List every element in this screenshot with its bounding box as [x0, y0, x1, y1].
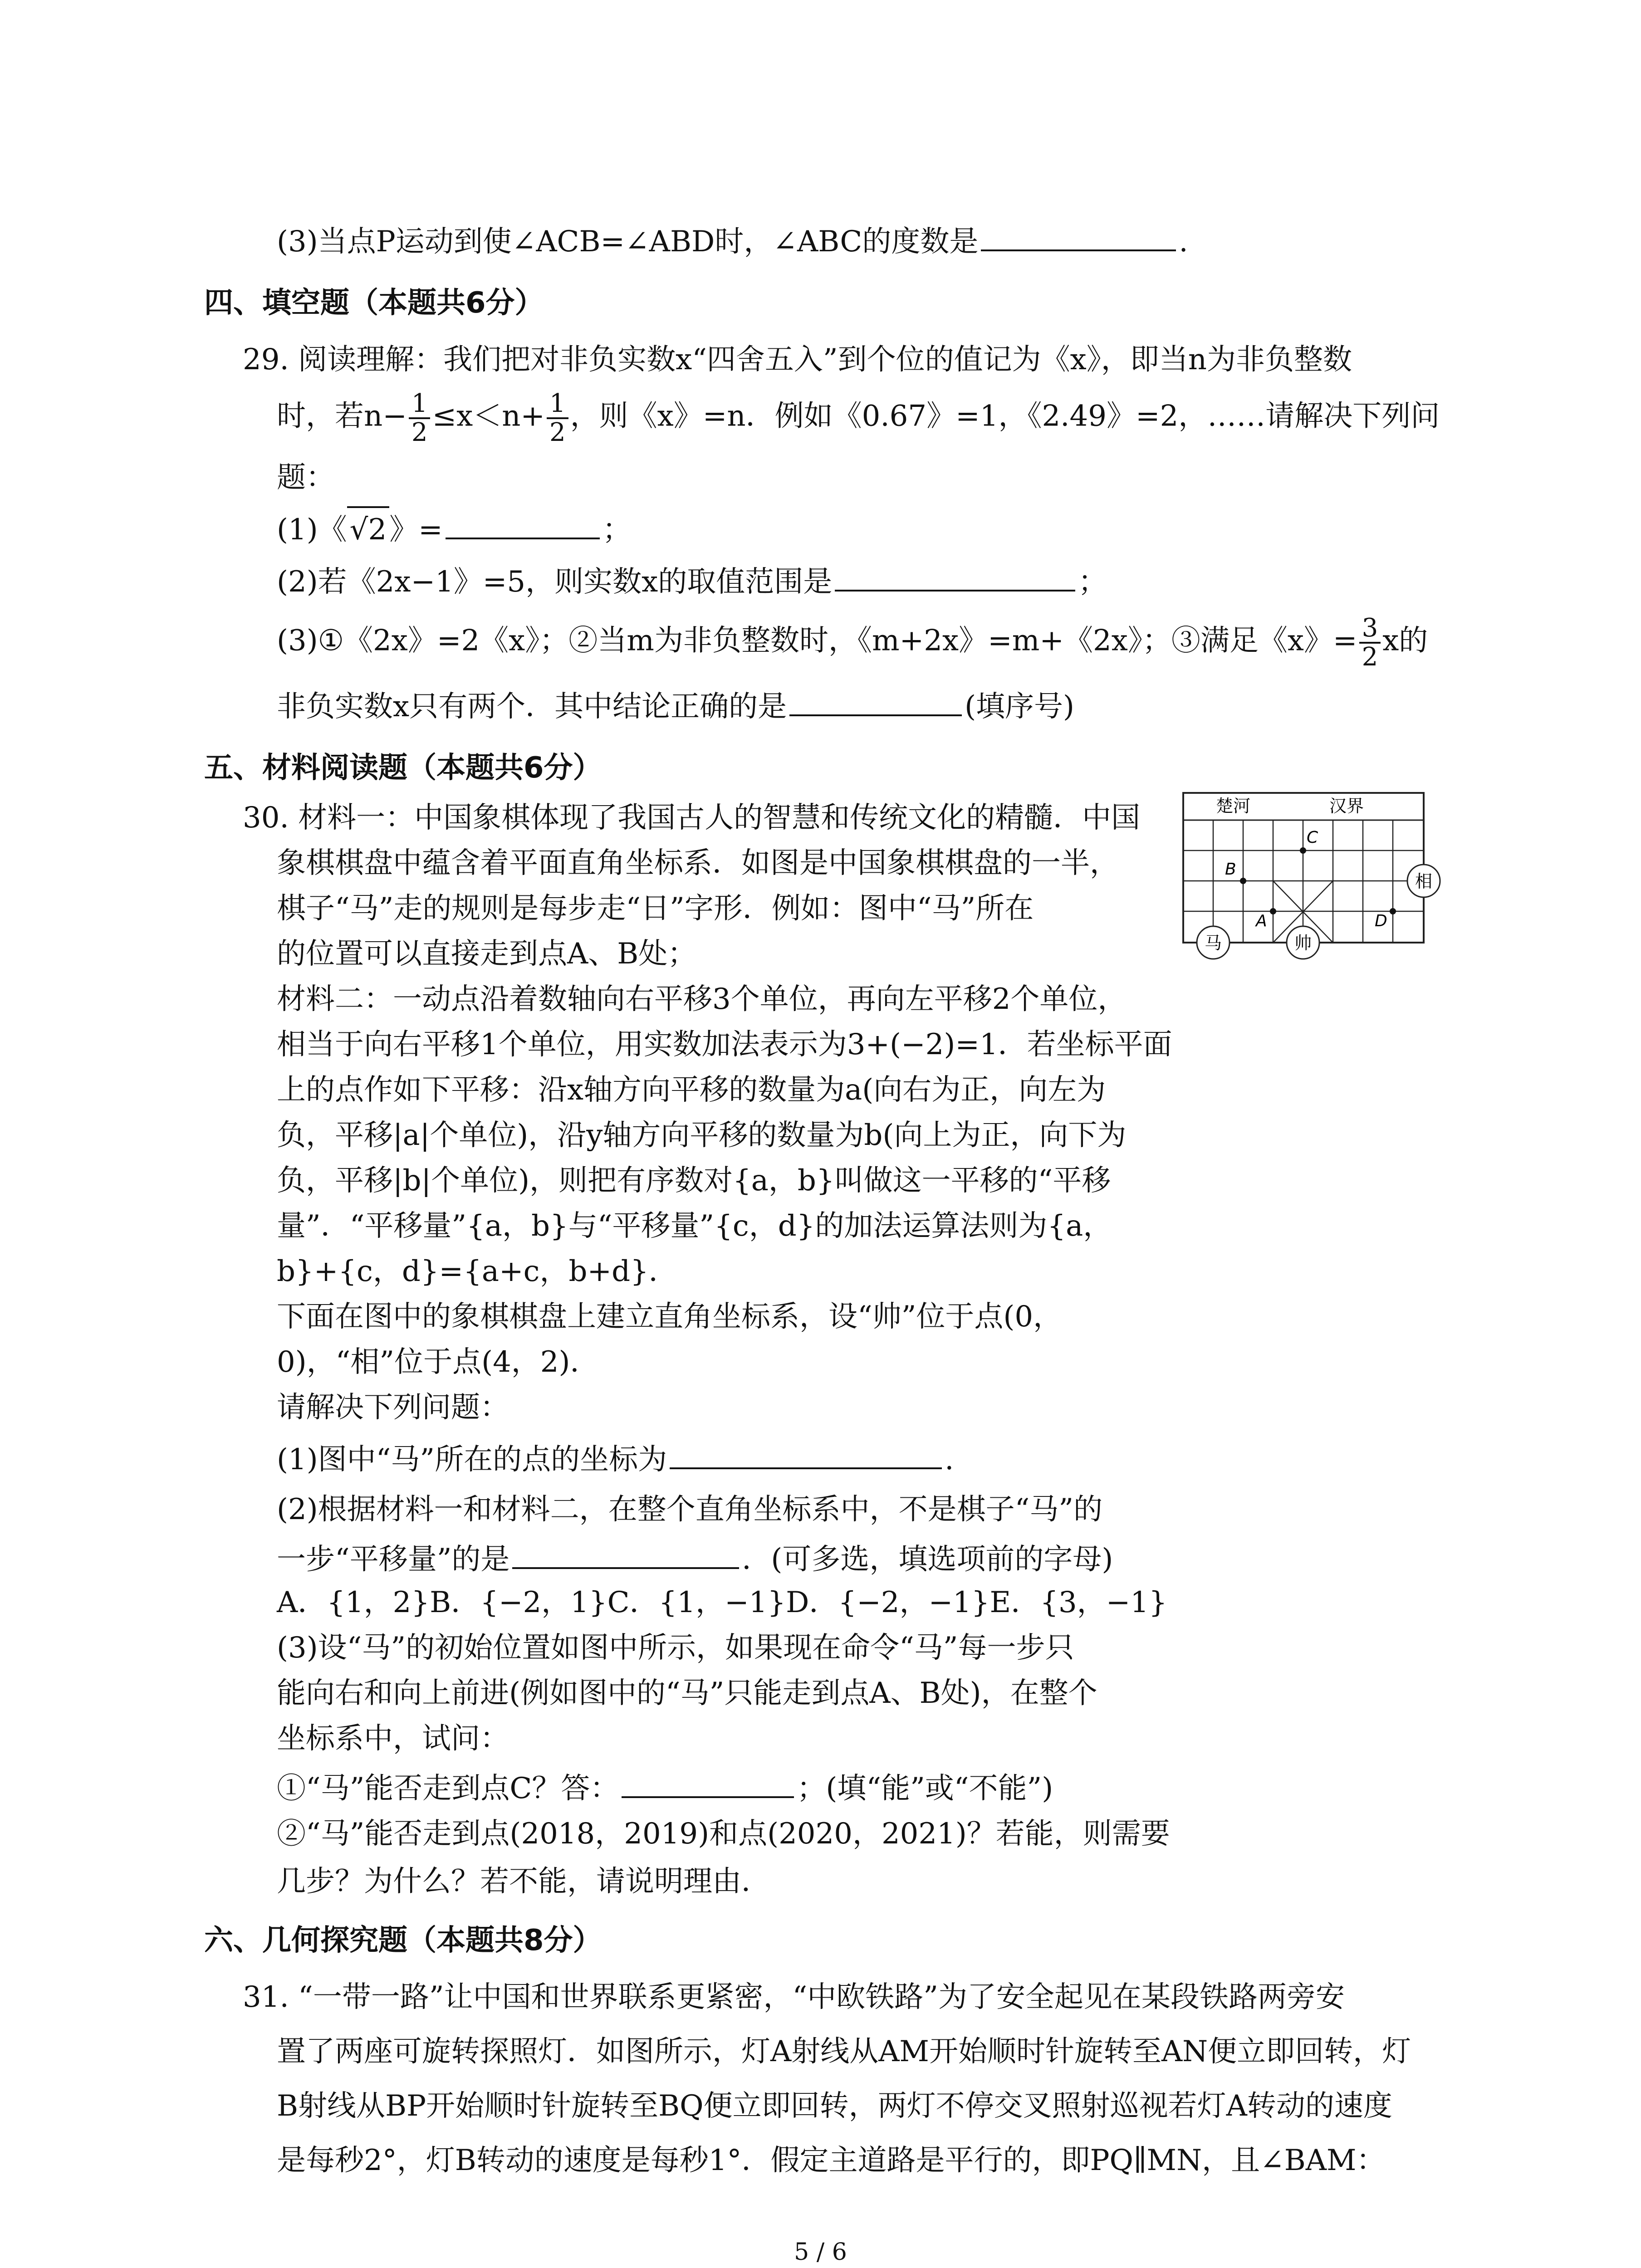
fraction-half: $\frac{1}{2}$: [409, 390, 431, 446]
point-b-label: B: [1225, 860, 1236, 879]
point-c-dot: [1300, 847, 1306, 854]
q30-part3-line2: 能向右和向上前进(例如图中的“马”只能走到点A、B处)，在整个: [277, 1677, 1097, 1710]
q29-part3-line2: 非负实数x只有两个．其中结论正确的是 (填序号): [277, 683, 1074, 728]
answer-blank[interactable]: [512, 1535, 739, 1569]
q30-line: 相当于向右平移1个单位，用实数加法表示为3+(−2)=1．若坐标平面: [277, 1028, 1172, 1061]
page-number: 5 / 6: [794, 2239, 847, 2266]
answer-blank[interactable]: [670, 1436, 942, 1469]
q30-part3-sub2-line2: 几步？为什么？若不能，请说明理由．: [277, 1865, 770, 1898]
svg-text:帅: 帅: [1294, 933, 1312, 953]
fraction-three-halves: $\frac{3}{2}$: [1359, 615, 1381, 671]
q31-line: 31. “一带一路”让中国和世界联系更紧密，“中欧铁路”为了安全起见在某段铁路两旁安: [243, 1980, 1345, 2014]
elephant-piece: [1407, 865, 1440, 897]
q30-line: 棋子“马”走的规则是每步走“日”字形．例如：图中“马”所在: [277, 892, 1034, 925]
q30-line: b}+{c，d}={a+c，b+d}．: [277, 1255, 678, 1288]
q30-line: 量”．“平移量”{a，b}与“平移量”{c，d}的加法运算法则为{a，: [277, 1209, 1112, 1243]
q31-line: 置了两座可旋转探照灯．如图所示，灯A射线从AM开始顺时针旋转至AN便立即回转，灯: [277, 2035, 1411, 2068]
q30-line: 30. 材料一：中国象棋体现了我国古人的智慧和传统文化的精髓．中国: [243, 801, 1141, 835]
marshal-piece: [1287, 926, 1319, 959]
point-d-label: D: [1375, 912, 1387, 930]
board-grid: [1183, 820, 1424, 943]
answer-blank[interactable]: [446, 506, 600, 539]
river-label-right: 汉界: [1329, 796, 1364, 816]
q30-part3-line1: (3)设“马”的初始位置如图中所示，如果现在命令“马”每一步只: [277, 1631, 1074, 1665]
q30-part2-line1: (2)根据材料一和材料二，在整个直角坐标系中，不是棋子“马”的: [277, 1493, 1103, 1526]
answer-blank[interactable]: [835, 558, 1075, 591]
q30-part2-line2: 一步“平移量”的是 ．(可多选，填选项前的字母): [277, 1535, 1113, 1581]
q30-part1: (1)图中“马”所在的点的坐标为 .: [277, 1436, 954, 1481]
section-title-geometry: 六、几何探究题（本题共8分）: [204, 1924, 602, 1957]
q28-part3: (3)当点P运动到使∠ACB=∠ABD时，∠ABC的度数是 .: [277, 218, 1188, 264]
point-a-label: A: [1256, 912, 1267, 930]
svg-text:相: 相: [1415, 871, 1433, 891]
section-title-material-reading: 五、材料阅读题（本题共6分）: [204, 751, 602, 785]
section-title-fill-in: 四、填空题（本题共6分）: [204, 286, 544, 320]
q30-line: 上的点作如下平移：沿x轴方向平移的数量为a(向右为正，向左为: [277, 1073, 1106, 1107]
svg-text:马: 马: [1204, 933, 1222, 953]
q29-line2: 时，若n− $\frac{1}{2}$ ≤x＜n+ $\frac{1}{2}$ ，则《x》=n．例如《0.67》=1，《2.49》=2，……请解决下列问: [277, 389, 1440, 447]
point-c-label: C: [1307, 828, 1318, 847]
q29-part3: (3)①《2x》=2《x》；②当m为非负整数时，《m+2x》=m+《2x》；③满足《x》= $\frac{3}{2}$ x的: [277, 613, 1428, 672]
fraction-half: $\frac{1}{2}$: [547, 390, 568, 446]
answer-blank[interactable]: [622, 1765, 794, 1798]
q30-line: 0)，“相”位于点(4，2)．: [277, 1345, 599, 1379]
q30-line: 负，平移|b|个单位)，则把有序数对{a，b}叫做这一平移的“平移: [277, 1164, 1111, 1198]
q29-line1: 29. 阅读理解：我们把对非负实数x“四舍五入”到个位的值记为《x》，即当n为非负整数: [243, 343, 1352, 376]
q30-line: 材料二：一动点沿着数轴向右平移3个单位，再向左平移2个单位，: [277, 982, 1127, 1016]
point-b-dot: [1240, 878, 1246, 884]
chess-board-figure: [1180, 789, 1461, 993]
answer-blank[interactable]: [981, 218, 1176, 251]
q30-line: 的位置可以直接走到点A、B处；: [277, 937, 697, 971]
q31-line: 是每秒2°，灯B转动的速度是每秒1°．假定主道路是平行的，即PQ∥MN，且∠BAM：: [277, 2144, 1386, 2177]
sqrt-symbol: √2: [347, 506, 390, 552]
q30-line: 下面在图中的象棋棋盘上建立直角坐标系，设“帅”位于点(0，: [277, 1300, 1063, 1334]
river-label-left: 楚河: [1216, 796, 1251, 816]
horse-piece: [1197, 926, 1230, 959]
q30-line: 请解决下列问题：: [277, 1391, 509, 1424]
answer-blank[interactable]: [789, 683, 962, 716]
q29-line3: 题：: [277, 461, 335, 494]
q30-part3-sub2-line1: ②“马”能否走到点(2018，2019)和点(2020，2021)？若能，则需要: [277, 1817, 1170, 1851]
q29-part1: (1)《√2》= ；: [277, 506, 632, 552]
point-a-dot: [1270, 908, 1276, 914]
q30-part3-sub1: ①“马”能否走到点C？答： ；(填“能”或“不能”): [277, 1765, 1053, 1810]
q29-part2: (2)若《2x−1》=5，则实数x的取值范围是 ；: [277, 558, 1107, 604]
q30-line: 象棋棋盘中蕴含着平面直角坐标系．如图是中国象棋棋盘的一半，: [277, 846, 1119, 880]
q30-part3-line3: 坐标系中，试问：: [277, 1722, 509, 1755]
point-d-dot: [1390, 908, 1396, 914]
q31-line: B射线从BP开始顺时针旋转至BQ便立即回转，两灯不停交叉照射巡视若灯A转动的速度: [277, 2089, 1392, 2123]
q30-part2-options: A．{1，2}B．{−2，1}C．{1，−1}D．{−2，−1}E．{3，−1}: [277, 1586, 1167, 1619]
q30-line: 负，平移|a|个单位)，沿y轴方向平移的数量为b(向上为正，向下为: [277, 1119, 1127, 1152]
